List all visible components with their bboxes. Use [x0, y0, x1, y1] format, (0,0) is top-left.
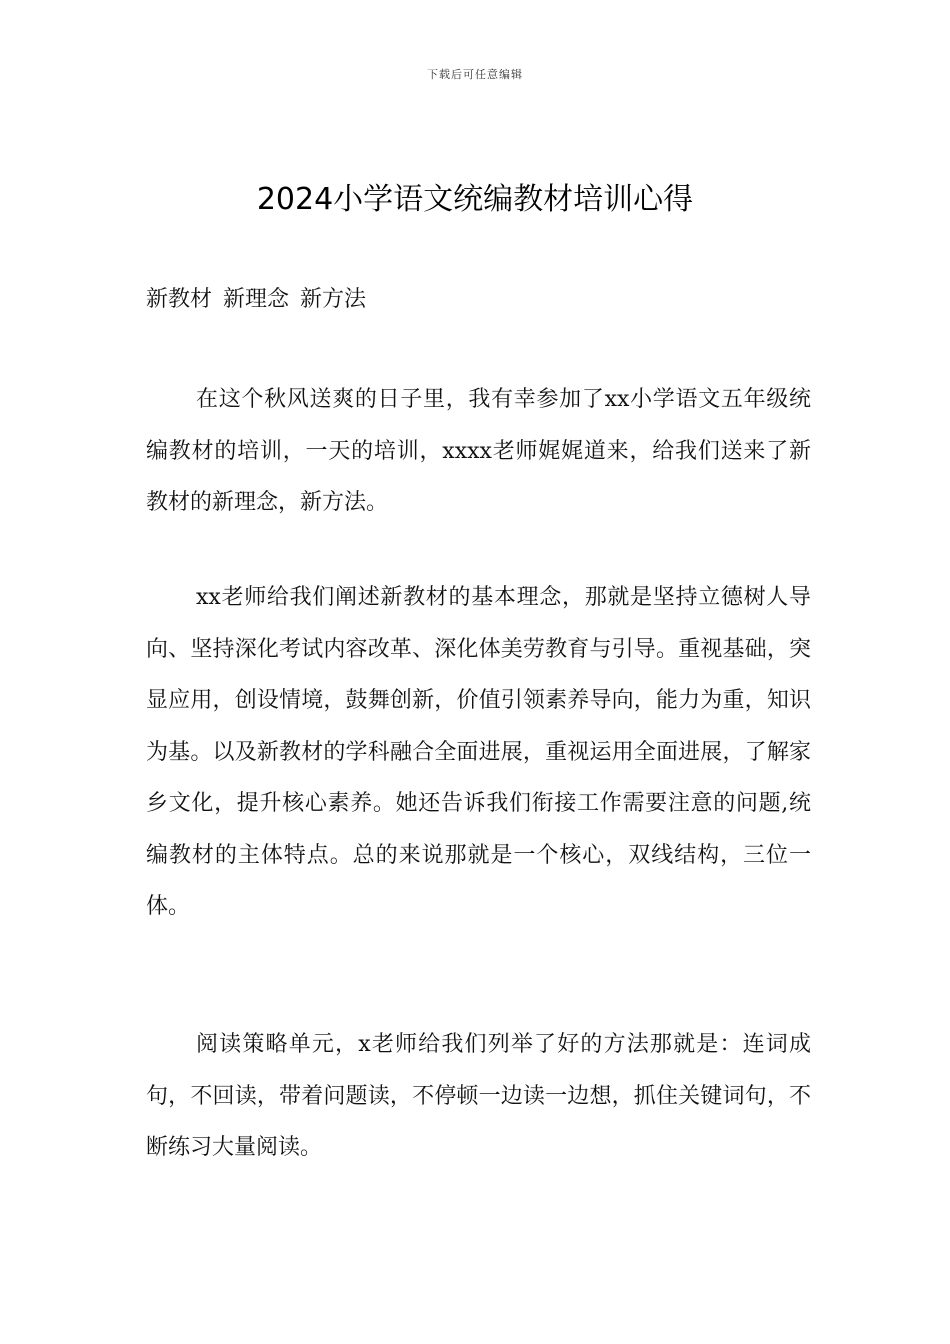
- paragraph-1: 在这个秋风送爽的日子里，我有幸参加了xx小学语文五年级统编教材的培训，一天的培训，xxxx老师娓娓道来，给我们送来了新教材的新理念，新方法。: [146, 387, 811, 515]
- paragraph-3: 阅读策略单元，x老师给我们列举了好的方法那就是：连词成句，不回读，带着问题读，不停顿一边读一边想，抓住关键词句，不断练习大量阅读。: [146, 1032, 811, 1160]
- document-title: 2024小学语文统编教材培训心得: [256, 182, 694, 217]
- document-subtitle: 新教材 新理念 新方法: [146, 287, 366, 312]
- paragraph-2: xx老师给我们阐述新教材的基本理念，那就是坚持立德树人导向、坚持深化考试内容改革、深化体美劳教育与引导。重视基础，突显应用，创设情境，鼓舞创新，价值引领素养导向，能力为重，知识为基。以及新教材的学科融合全面进展，重视运用全面进展，了解家乡文化，提升核心素养。她还告诉我们衔接工作需要注意的问题,统编教材的主体特点。总的来说那就是一个核心，双线结构，三位一体。: [146, 585, 811, 919]
- header-note: 下载后可任意编辑: [427, 68, 523, 81]
